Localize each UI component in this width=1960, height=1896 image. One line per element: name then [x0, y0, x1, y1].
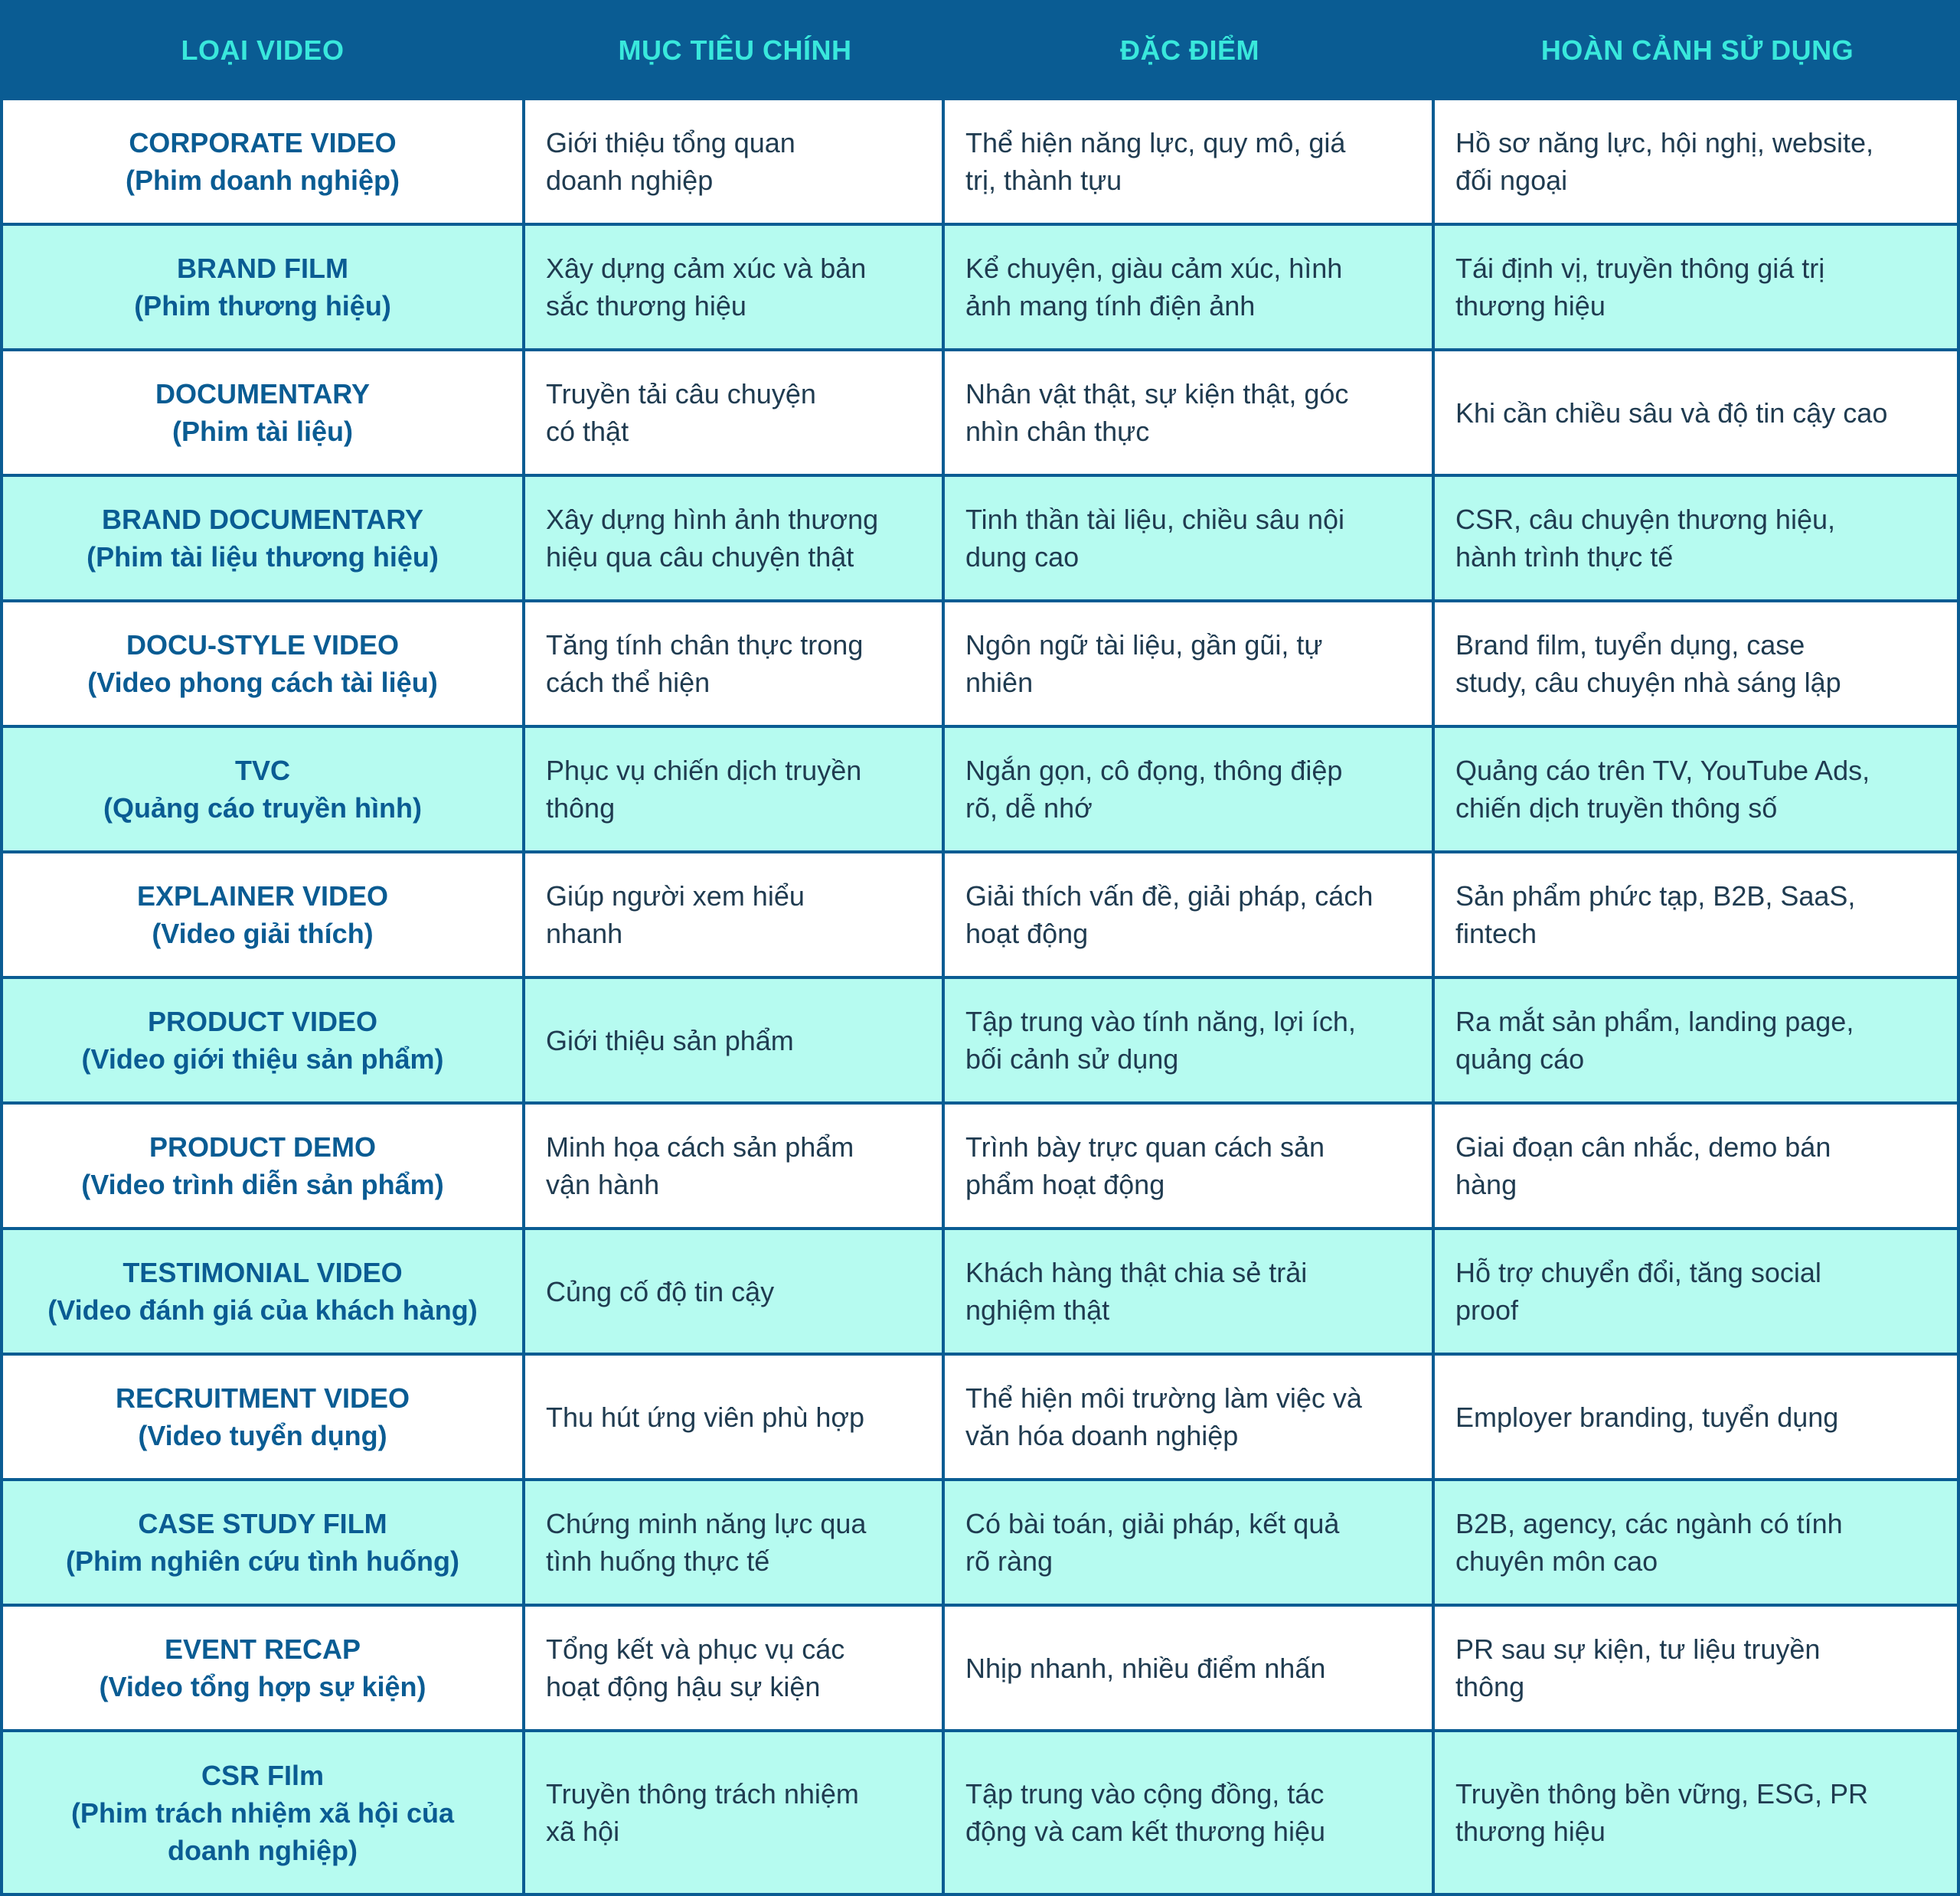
cell-video-type	[0, 602, 525, 728]
cell-usage-context: Brand film, tuyển dụng, case study, câu chuyện nhà sáng lập	[1435, 602, 1960, 728]
video-type-name: BRAND DOCUMENTARY	[102, 504, 423, 535]
video-type-name: CSR FIlm	[201, 1759, 324, 1791]
header-main-goal: MỤC TIÊU CHÍNH	[618, 34, 852, 66]
cell-features: Tinh thần tài liệu, chiều sâu nội dung cao	[945, 477, 1435, 602]
cell-features: Thể hiện năng lực, quy mô, giá trị, thành tựu	[945, 100, 1435, 226]
video-type-subtitle: (Video tổng hợp sự kiện)	[99, 1671, 426, 1702]
cell-features: Trình bày trực quan cách sản phẩm hoạt động	[945, 1105, 1435, 1230]
cell-features: Tập trung vào cộng đồng, tác động và cam kết thương hiệu	[945, 1732, 1435, 1896]
table-row	[0, 853, 1960, 979]
header-video-type: LOẠI VIDEO	[181, 34, 345, 66]
cell-main-goal: Chứng minh năng lực qua tình huống thực tế	[525, 1481, 945, 1607]
cell-features: Thể hiện môi trường làm việc và văn hóa doanh nghiệp	[945, 1356, 1435, 1481]
cell-video-type	[0, 226, 525, 351]
video-type-subtitle: (Video trình diễn sản phẩm)	[81, 1169, 444, 1200]
cell-main-goal: Giúp người xem hiểu nhanh	[525, 853, 945, 979]
cell-video-type	[0, 1356, 525, 1481]
cell-video-type	[0, 853, 525, 979]
video-type-name: CORPORATE VIDEO	[129, 127, 397, 158]
video-type-name: TVC	[235, 755, 290, 786]
table-row	[0, 1356, 1960, 1481]
video-type-name: PRODUCT DEMO	[149, 1131, 376, 1163]
cell-features: Có bài toán, giải pháp, kết quả rõ ràng	[945, 1481, 1435, 1607]
video-type-subtitle: (Phim tài liệu)	[172, 416, 354, 447]
video-type-subtitle: (Video phong cách tài liệu)	[87, 667, 438, 698]
cell-features: Giải thích vấn đề, giải pháp, cách hoạt động	[945, 853, 1435, 979]
cell-features: Tập trung vào tính năng, lợi ích, bối cảnh sử dụng	[945, 979, 1435, 1105]
table-row	[0, 1732, 1960, 1896]
cell-main-goal: Tổng kết và phục vụ các hoạt động hậu sự kiện	[525, 1607, 945, 1732]
cell-usage-context: Ra mắt sản phẩm, landing page, quảng cáo	[1435, 979, 1960, 1105]
video-type-name: DOCUMENTARY	[155, 378, 370, 410]
cell-features: Nhịp nhanh, nhiều điểm nhấn	[945, 1607, 1435, 1732]
cell-usage-context: Hồ sơ năng lực, hội nghị, website, đối ngoại	[1435, 100, 1960, 226]
cell-video-type	[0, 728, 525, 853]
cell-video-type	[0, 1607, 525, 1732]
video-type-name: CASE STUDY FILM	[138, 1508, 387, 1539]
cell-usage-context: Truyền thông bền vững, ESG, PR thương hiệu	[1435, 1732, 1960, 1896]
table-row	[0, 979, 1960, 1105]
video-type-name: PRODUCT VIDEO	[147, 1006, 378, 1037]
cell-video-type	[0, 477, 525, 602]
cell-usage-context: Tái định vị, truyền thông giá trị thương hiệu	[1435, 226, 1960, 351]
cell-usage-context: CSR, câu chuyện thương hiệu, hành trình thực tế	[1435, 477, 1960, 602]
cell-main-goal: Thu hút ứng viên phù hợp	[525, 1356, 945, 1481]
cell-main-goal: Củng cố độ tin cậy	[525, 1230, 945, 1356]
cell-features: Khách hàng thật chia sẻ trải nghiệm thật	[945, 1230, 1435, 1356]
table-row	[0, 728, 1960, 853]
header-features: ĐẶC ĐIỂM	[1120, 34, 1259, 66]
cell-usage-context: Quảng cáo trên TV, YouTube Ads, chiến dịch truyền thông số	[1435, 728, 1960, 853]
cell-main-goal: Giới thiệu tổng quan doanh nghiệp	[525, 100, 945, 226]
video-type-subtitle: (Phim tài liệu thương hiệu)	[87, 541, 439, 573]
video-type-subtitle: (Phim trách nhiệm xã hội của doanh nghiệp)	[70, 1796, 455, 1866]
cell-features: Ngắn gọn, cô đọng, thông điệp rõ, dễ nhớ	[945, 728, 1435, 853]
video-type-name: BRAND FILM	[177, 253, 348, 284]
cell-main-goal: Xây dựng hình ảnh thương hiệu qua câu chuyện thật	[525, 477, 945, 602]
cell-main-goal: Truyền tải câu chuyện có thật	[525, 351, 945, 477]
table-row	[0, 1230, 1960, 1356]
table-row	[0, 1607, 1960, 1732]
cell-usage-context: Khi cần chiều sâu và độ tin cậy cao	[1435, 351, 1960, 477]
cell-usage-context: PR sau sự kiện, tư liệu truyền thông	[1435, 1607, 1960, 1732]
video-type-name: TESTIMONIAL VIDEO	[122, 1257, 403, 1288]
video-type-name: DOCU-STYLE VIDEO	[126, 629, 400, 661]
header-usage-context: HOÀN CẢNH SỬ DỤNG	[1540, 34, 1854, 66]
cell-usage-context: B2B, agency, các ngành có tính chuyên môn cao	[1435, 1481, 1960, 1607]
table-row	[0, 226, 1960, 351]
cell-main-goal: Tăng tính chân thực trong cách thể hiện	[525, 602, 945, 728]
video-type-subtitle: (Video đánh giá của khách hàng)	[47, 1294, 478, 1326]
cell-features: Nhân vật thật, sự kiện thật, góc nhìn chân thực	[945, 351, 1435, 477]
cell-main-goal: Truyền thông trách nhiệm xã hội	[525, 1732, 945, 1896]
cell-usage-context: Giai đoạn cân nhắc, demo bán hàng	[1435, 1105, 1960, 1230]
cell-usage-context: Sản phẩm phức tạp, B2B, SaaS, fintech	[1435, 853, 1960, 979]
video-type-subtitle: (Phim doanh nghiệp)	[126, 165, 400, 196]
video-type-name: EVENT RECAP	[164, 1633, 361, 1665]
video-type-subtitle: (Video giới thiệu sản phẩm)	[81, 1043, 444, 1075]
table-row	[0, 351, 1960, 477]
cell-usage-context: Employer branding, tuyển dụng	[1435, 1356, 1960, 1481]
cell-usage-context: Hỗ trợ chuyển đổi, tăng social proof	[1435, 1230, 1960, 1356]
video-type-subtitle: (Phim nghiên cứu tình huống)	[66, 1545, 459, 1577]
cell-video-type	[0, 1230, 525, 1356]
table-header	[0, 0, 1960, 100]
cell-video-type	[0, 351, 525, 477]
table-row	[0, 1105, 1960, 1230]
cell-main-goal: Minh họa cách sản phẩm vận hành	[525, 1105, 945, 1230]
video-type-subtitle: (Phim thương hiệu)	[134, 290, 391, 321]
video-type-subtitle: (Video giải thích)	[152, 918, 374, 949]
cell-video-type	[0, 100, 525, 226]
cell-main-goal: Phục vụ chiến dịch truyền thông	[525, 728, 945, 853]
cell-video-type	[0, 979, 525, 1105]
table-row	[0, 1481, 1960, 1607]
cell-video-type	[0, 1732, 525, 1896]
cell-main-goal: Xây dựng cảm xúc và bản sắc thương hiệu	[525, 226, 945, 351]
cell-features: Kể chuyện, giàu cảm xúc, hình ảnh mang tính điện ảnh	[945, 226, 1435, 351]
video-type-name: EXPLAINER VIDEO	[136, 880, 389, 912]
cell-video-type	[0, 1105, 525, 1230]
video-type-subtitle: (Video tuyển dụng)	[138, 1420, 387, 1451]
cell-features: Ngôn ngữ tài liệu, gần gũi, tự nhiên	[945, 602, 1435, 728]
table-row	[0, 602, 1960, 728]
video-type-name: RECRUITMENT VIDEO	[115, 1382, 410, 1414]
cell-main-goal: Giới thiệu sản phẩm	[525, 979, 945, 1105]
cell-video-type	[0, 1481, 525, 1607]
video-type-subtitle: (Quảng cáo truyền hình)	[103, 792, 422, 824]
table-row	[0, 100, 1960, 226]
table-row	[0, 477, 1960, 602]
